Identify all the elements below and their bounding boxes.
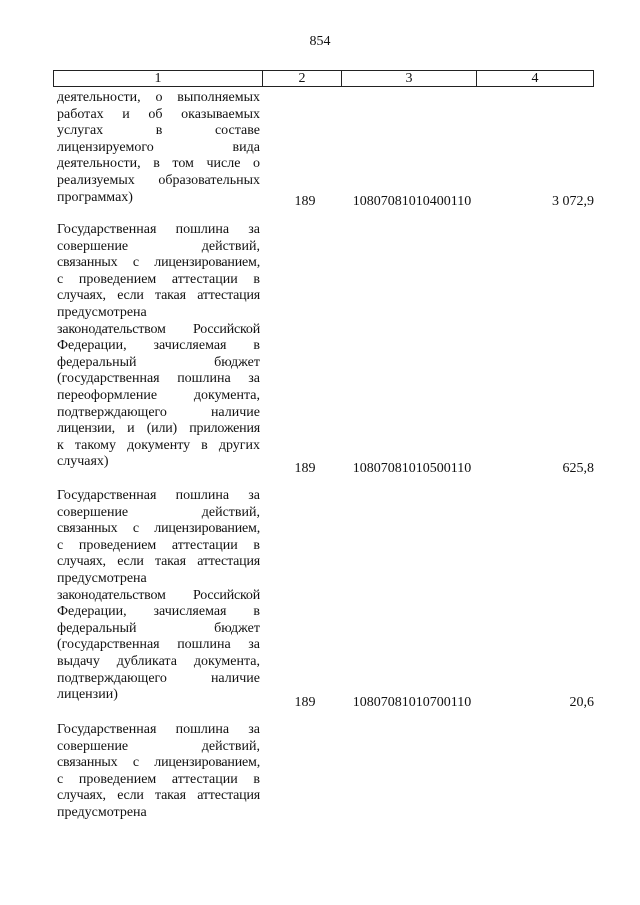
description-line: программах)	[57, 189, 133, 205]
description-line: Государственная пошлина за	[57, 222, 260, 237]
description-line: Государственная пошлина за	[57, 488, 260, 503]
description-line: законодательством Российской	[57, 321, 260, 337]
admin-code: 189	[294, 695, 316, 710]
description-line: связанных с лицензированием,	[57, 521, 260, 537]
description-line: лицензии)	[57, 687, 118, 703]
description-line: с проведением аттестации в	[57, 271, 260, 287]
description-line: деятельности, о выполняемых	[57, 90, 260, 105]
column-header-1: 1	[54, 71, 263, 86]
table-header-row	[53, 70, 594, 87]
row-description	[57, 222, 260, 471]
description-line: связанных с лицензированием,	[57, 255, 260, 271]
description-line: случаях, если такая аттестация	[57, 288, 260, 304]
description-line: предусмотрена	[57, 304, 147, 320]
description-line: предусмотрена	[57, 804, 147, 820]
description-line: выдачу дубликата документа,	[57, 653, 260, 669]
description-line: работах и об оказываемых	[57, 106, 260, 122]
budget-classification-code: 10807081010700110	[352, 695, 472, 710]
description-line: совершение действий,	[57, 738, 260, 754]
description-line: с проведением аттестации в	[57, 537, 260, 553]
description-line: услугах в составе	[57, 123, 260, 139]
admin-code: 189	[294, 461, 316, 476]
description-line: лицензии, и (или) приложения	[57, 421, 260, 437]
row-description	[57, 90, 260, 206]
page-number: 854	[309, 34, 331, 49]
description-line: лицензируемого вида	[57, 139, 260, 155]
description-line: Государственная пошлина за	[57, 722, 260, 737]
column-header-3: 3	[342, 71, 477, 86]
row-description	[57, 488, 260, 704]
description-line: Федерации, зачисляемая в	[57, 604, 260, 620]
description-line: (государственная пошлина за	[57, 371, 260, 387]
description-line: случаях)	[57, 454, 109, 470]
description-line: подтверждающего наличие	[57, 404, 260, 420]
description-line: случаях, если такая аттестация	[57, 554, 260, 570]
description-line: федеральный бюджет	[57, 620, 260, 636]
amount-value: 20,6	[569, 695, 594, 710]
column-header-2: 2	[263, 71, 342, 86]
amount-value: 625,8	[562, 461, 594, 476]
description-line: совершение действий,	[57, 238, 260, 254]
description-line: (государственная пошлина за	[57, 637, 260, 653]
description-line: Федерации, зачисляемая в	[57, 338, 260, 354]
description-line: случаях, если такая аттестация	[57, 788, 260, 804]
description-line: с проведением аттестации в	[57, 771, 260, 787]
description-line: федеральный бюджет	[57, 354, 260, 370]
description-line: предусмотрена	[57, 570, 147, 586]
description-line: переоформление документа,	[57, 387, 260, 403]
amount-value: 3 072,9	[552, 194, 594, 209]
description-line: совершение действий,	[57, 504, 260, 520]
description-line: к такому документу в других	[57, 437, 260, 453]
description-line: законодательством Российской	[57, 587, 260, 603]
description-line: подтверждающего наличие	[57, 670, 260, 686]
budget-classification-code: 10807081010400110	[352, 194, 472, 209]
description-line: реализуемых образовательных	[57, 172, 260, 188]
column-header-4: 4	[531, 71, 539, 86]
row-description	[57, 722, 260, 822]
budget-classification-code: 10807081010500110	[352, 461, 472, 476]
description-line: деятельности, в том числе о	[57, 156, 260, 172]
description-line: связанных с лицензированием,	[57, 755, 260, 771]
admin-code: 189	[294, 194, 316, 209]
